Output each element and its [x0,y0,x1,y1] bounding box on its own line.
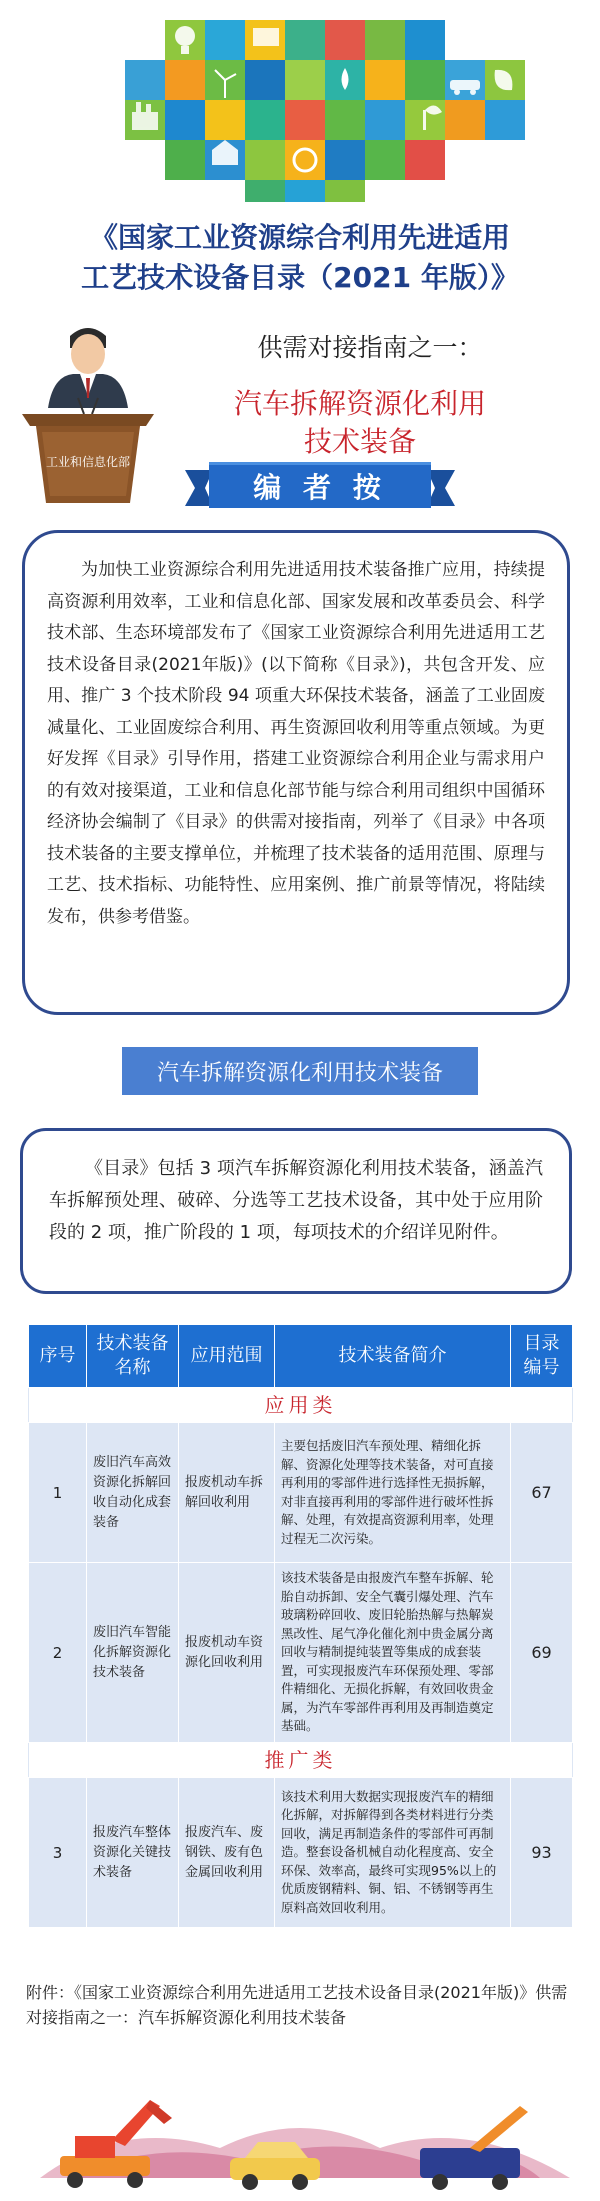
row-catalog: 93 [511,1778,573,1928]
row-index: 2 [29,1563,87,1743]
row-index: 1 [29,1423,87,1563]
crane-truck-icon [420,2106,528,2190]
row-index: 3 [29,1778,87,1928]
stage-label-promotion: 推广类 [29,1743,573,1778]
editor-note-label: 编 者 按 [253,471,387,504]
header-name: 技术装备名称 [87,1325,179,1388]
car-dismantling-illustration [0,2048,600,2201]
stage-label-application: 应用类 [29,1388,573,1423]
summary-box [20,1128,572,1294]
attachment-note: 附件：《国家工业资源综合利用先进适用工艺技术设备目录(2021年版)》供需对接指南之一：汽车拆解资源化利用技术装备 [26,1983,568,2027]
section-banner: 汽车拆解资源化利用技术装备 [122,1047,478,1095]
row-catalog: 69 [511,1563,573,1743]
row-name: 报废汽车整体资源化关键技术装备 [87,1778,179,1928]
row-scope: 报废汽车、废钢铁、废有色金属回收利用 [179,1778,275,1928]
page-title-line1: 《国家工业资源综合利用先进适用 [89,221,510,254]
table-row [29,1563,573,1743]
summary-text: 《目录》包括 3 项汽车拆解资源化利用技术装备，涵盖汽车拆解预处理、破碎、分选等工艺技术设备，其中处于应用阶段的 2 项，推广阶段的 1 项，每项技术的介绍详见附件。 [49,1158,543,1243]
row-scope: 报废机动车拆解回收利用 [179,1423,275,1563]
row-name: 废旧汽车高效资源化拆解回收自动化成套装备 [87,1423,179,1563]
page-title-line2: 工艺技术设备目录（2021 年版）》 [81,261,519,294]
row-scope: 报废机动车资源化回收利用 [179,1563,275,1743]
topic-title-line2: 技术装备 [303,425,416,458]
row-intro: 主要包括废旧汽车预处理、精细化拆解、资源化处理等技术装备，对可直接再利用的零部件进行选择性无损拆解，对非直接再利用的零部件进行破坏性拆解、处理，有效提高资源利用率，处理过程无二次污染。 [275,1423,511,1563]
header-index: 序号 [29,1325,87,1388]
row-intro: 该技术装备是由报废汽车整车拆解、轮胎自动拆卸、安全气囊引爆处理、汽车玻璃粉碎回收、废旧轮胎热解与热解炭黑改性、尾气净化催化剂中贵金属分离回收与精制提纯装置等集成的成套装置，可实现报废汽车环保预处理、零部件精细化、无损化拆解，有效回收贵金属，为汽车零部件再利用及再制造奠定基础。 [275,1563,511,1743]
editor-note-text: 为加快工业资源综合利用先进适用技术装备推广应用，持续提高资源利用效率，工业和信息化部、国家发展和改革委员会、科学技术部、生态环境部发布了《国家工业资源综合利用先进适用工艺技术设备目录(2021年版)》(以下简称《目录》)，共包含开发、应用、推广 3 个技术阶段 94 项重大环保技术装备，涵盖了工业固废减量化、工业固废综合利用、再生资源回收利用等重点领域。为更好发挥《目录》引导作用，搭建工业资源综合利用企业与需求用户的有效对接渠道，工业和信息化部节能与综合利用司组织中国循环经济协会编制了《目录》的供需对接指南，列举了《目录》中各项技术装备的主要支撑单位，并梳理了技术装备的适用范围、原理与工艺、技术指标、功能特性、应用案例、推广前景等情况，将陆续发布，供参考借鉴。 [47,560,545,927]
row-intro: 该技术利用大数据实现报废汽车的精细化拆解，对拆解得到各类材料进行分类回收，满足再制造条件的零部件可再制造。整套设备机械自动化程度高、安全环保、效率高，最终可实现95%以上的优质废钢精料、铜、铝、不锈钢等再生原料高效回收利用。 [275,1778,511,1928]
speaker-at-podium-illustration [18,318,158,503]
guide-subtitle: 供需对接指南之一： [257,333,483,362]
header-catalog: 目录编号 [511,1325,573,1388]
stage-row-promotion [29,1743,573,1778]
row-name: 废旧汽车智能化拆解资源化技术装备 [87,1563,179,1743]
header-intro: 技术装备简介 [275,1325,511,1388]
editor-note-box [22,530,570,1015]
topic-title [150,385,570,461]
row-catalog: 67 [511,1423,573,1563]
table-row [29,1423,573,1563]
page-title [20,218,580,298]
header-scope: 应用范围 [179,1325,275,1388]
speaker-head [70,328,106,374]
table-row [29,1778,573,1928]
equipment-table [28,1324,573,1928]
topic-title-line1: 汽车拆解资源化利用 [233,387,486,420]
header-eco-illustration [0,0,600,210]
solar-panel-icon [253,28,279,46]
stage-row-application [29,1388,573,1423]
speaker-suit [48,374,128,408]
podium-label: 工业和信息化部 [45,455,131,469]
table-header-row [29,1325,573,1388]
